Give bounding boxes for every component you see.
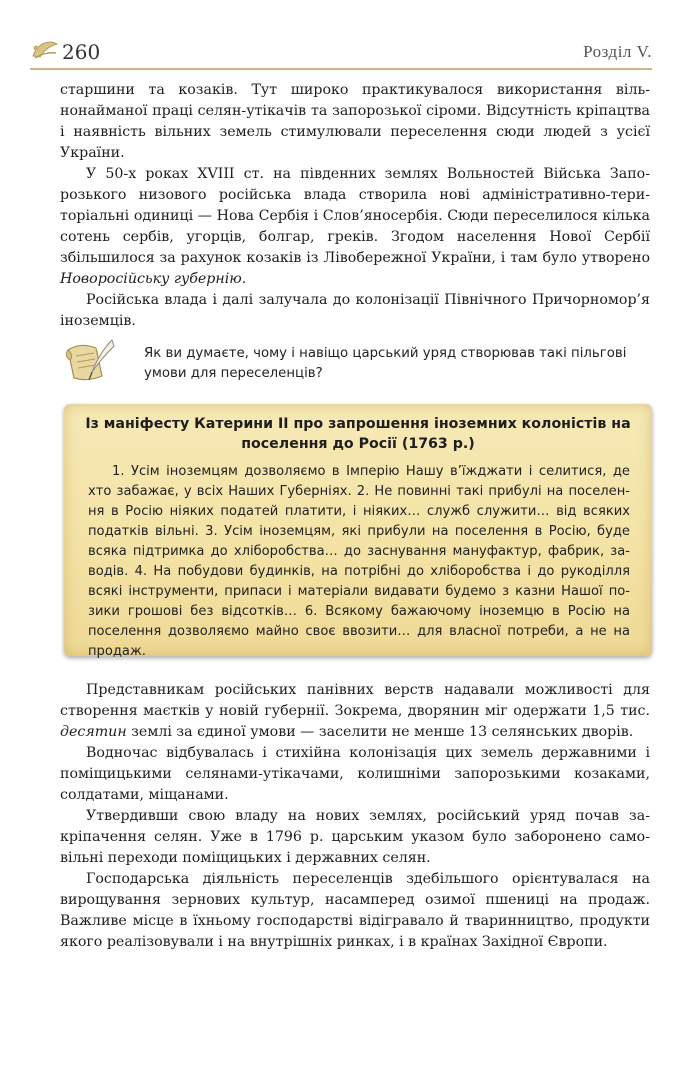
page-number: 260 — [62, 40, 101, 64]
paragraph: Господарська діяльність переселенців здебільшого орієнтувалася на вирощування зернових культур, насамперед озимої пшениці на продаж. Важливе місце в їхньому господарстві відігравало й тваринництво, продукти якого реалізовували і на внутрішніх ринках, і в країнах Західної Європи. — [60, 871, 650, 950]
question-block — [62, 338, 652, 390]
paragraph: Російська влада і далі залучала до колонізації Північного Причорномор’я іноземців. — [60, 292, 650, 329]
page-header — [30, 34, 652, 70]
emphasis-term: Новоросійську губернію — [60, 271, 242, 287]
paragraph: У 50-х роках XVIII ст. на південних землях Вольностей Війська Запорозького низового російська влада створила нові адміністративно-територіальні одиниці — Нова Сербія і Слов’яносербія. Сюди переселилося кілька сотень сербів, угорців, болгар, греків. Згодом населення Нової Сербії збільшилося за рахунок козаків із Лівобережної України, і там було утворено Новоросійську губернію. — [60, 166, 650, 287]
leaf-ornament-icon — [30, 36, 60, 62]
paragraph: Представникам російських панівних верств надавали можливості для створення маєтків у новій губернії. Зокрема, дворянин міг одержати 1,5 тис. десятин землі за єдиної умови — заселити не менше 13 селянських дворів. — [60, 682, 650, 740]
quill-scroll-icon — [62, 338, 118, 388]
question-text: Як ви думаєте, чому і навіщо царський уряд створював такі пільгові умови для переселенців? — [144, 346, 627, 381]
document-text: 1. Усім іноземцям дозволяємо в Імперію Нашу в’їжджати і селитися, де хто забажає, у всіх Наших Губерніях. 2. Не повинні такі прибулі на поселення в Росію ніяких податей платити, і ніяких… служб служити… від всяких податків вільні. 3. Усім іноземцям, які прибули на поселення в Росію, буде всяка підтримка до хліборобства… до заснування мануфактур, фабрик, заводів. 4. На побудови будинків, на потрібні до хліборобства і до рукоділля всякі інструменти, припаси і матеріали видавати будемо з казни Нашої позики грошові без відсотків… 6. Всякому бажаючому іноземцю в Росію на поселення дозволяємо майно своє ввозити… для власної потреби, а не на продаж. — [88, 464, 630, 659]
historical-document-box — [64, 404, 652, 659]
emphasis-term: десятин — [60, 724, 127, 740]
section-title: Розділ V. — [583, 42, 652, 61]
text-block-top — [60, 80, 650, 332]
paragraph: Утвердивши свою владу на нових землях, російський уряд почав закріпачення селян. Уже в 1796 р. царським указом було заборонено самовільні переходи поміщицьких і державних селян. — [60, 808, 650, 866]
paragraph: Водночас відбувалась і стихійна колонізація цих земель державними і поміщицькими селянами-утікачами, колишніми запорозькими козаками, солдатами, міщанами. — [60, 745, 650, 803]
text-block-bottom — [60, 680, 650, 953]
paragraph: старшини та козаків. Тут широко практикувалося використання вільнонайманої праці селян-утікачів та запорозької сіроми. Відсутність кріпацтва і наявність вільних земель стимулювали переселення сюди людей з усієї України. — [60, 82, 650, 161]
document-title: Із маніфесту Катерини ІІ про запрошення іноземних колоністів на поселення до Росії (1763 р.) — [85, 416, 631, 452]
